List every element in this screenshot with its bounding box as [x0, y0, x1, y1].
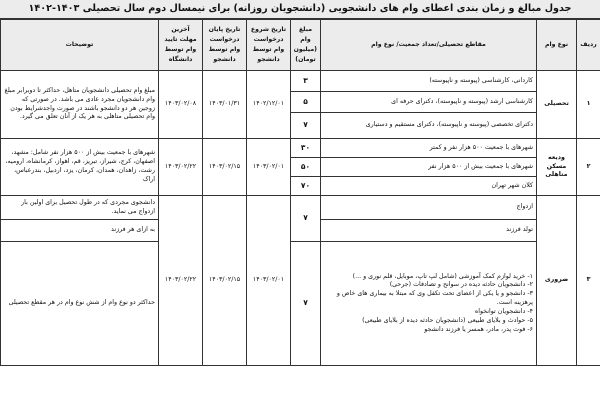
end-date: ۱۴۰۳/۰۲/۱۵ [203, 196, 247, 366]
amount-cell: ۵ [291, 92, 321, 113]
header-end-date: تاریخ پایان درخواست وام توسط دانشجو [203, 20, 247, 71]
table-row [1, 196, 600, 220]
row-number: ۱ [577, 71, 600, 139]
list-item: ۲- دانشجویان حادثه دیده در سوانح و تصادفات (جرحی) [389, 281, 533, 289]
table-header-row [1, 20, 600, 71]
loan-table [0, 19, 600, 366]
start-date: ۱۴۰۳/۰۲/۰۱ [247, 139, 291, 196]
start-date: ۱۴۰۳/۰۲/۰۱ [247, 196, 291, 366]
grade-cell: شهرهای با جمعیت بیش از ۵۰۰ هزار نفر [321, 158, 537, 177]
essential-loan-list [321, 242, 537, 366]
notes-cell: مبلغ وام تحصیلی دانشجویان متاهل، حداکثر تا دوبرابر مبلغ وام دانشجویان مجرد عادی می باشد. در صورتی که زوجین هر دو دانشجو باشند در صورت واجدشرایط بودن وام تحصیلی متاهلی به هر یک از آنان تعلق می گیرد. [1, 71, 159, 139]
list-item: ۶- فوت پدر، مادر، همسر یا فرزند دانشجو [424, 325, 533, 333]
end-date: ۱۴۰۳/۰۱/۳۱ [203, 71, 247, 139]
header-start-date: تاریخ شروع درخواست وام توسط دانشجو [247, 20, 291, 71]
grade-cell: دکترای تخصصی (پیوسته و ناپیوسته)، دکترای مستقیم و دستیاری [321, 113, 537, 139]
deadline-date: ۱۴۰۳/۰۲/۰۸ [159, 71, 203, 139]
loan-type: تحصیلی [537, 71, 577, 139]
notes-cell: حداکثر دو نوع وام از شش نوع وام در هر مقطع تحصیلی [1, 242, 159, 366]
notes-cell: به ازای هر فرزند [1, 220, 159, 242]
loan-type: ودیعه مسکن متاهلی [537, 139, 577, 196]
list-item: ۳- دانشجو و یا یکی از اعضای تحت تکفل وی که مبتلا به بیماری های خاص و پرهزینه است. [336, 290, 533, 307]
amount-cell: ۷ [291, 242, 321, 366]
loan-type: ضروری [537, 196, 577, 366]
document-title: جدول مبالغ و زمان بندی اعطای وام های دانشجویی (دانشجویان روزانه) برای نیمسال دوم سال تحصیلی ۱۴۰۳-۱۴۰۲ [0, 0, 600, 19]
header-loan-type: نوع وام [537, 20, 577, 71]
amount-cell: ۷ [291, 196, 321, 242]
header-deadline: آخرین مهلت تایید وام توسط دانشگاه [159, 20, 203, 71]
row-number: ۲ [577, 139, 600, 196]
table-row [1, 71, 600, 92]
header-amount: مبلغ وام (میلیون تومان) [291, 20, 321, 71]
table-row [1, 139, 600, 158]
list-item: ۵- حوادث و بلایای طبیعی (دانشجویان حادثه دیده از بلایای طبیعی) [362, 316, 533, 324]
deadline-date: ۱۴۰۳/۰۲/۲۲ [159, 139, 203, 196]
end-date: ۱۴۰۳/۰۲/۱۵ [203, 139, 247, 196]
grade-cell: شهرهای با جمعیت ۵۰۰ هزار نفر و کمتر [321, 139, 537, 158]
amount-cell: ۵۰ [291, 158, 321, 177]
table-row [1, 242, 600, 366]
amount-cell: ۷۰ [291, 177, 321, 196]
list-item: ۱- خرید لوازم کمک آموزشی (شامل لپ تاپ، موبایل، قلم نوری و ...) [352, 272, 533, 280]
amount-cell: ۳۰ [291, 139, 321, 158]
notes-cell: شهرهای با جمعیت بیش از ۵۰۰ هزار نفر شامل: مشهد، اصفهان، کرج، شیراز، تبریز، قم، اهواز، کرمانشاه، ارومیه، رشت، زاهدان، همدان، کرمان، یزد، اردبیل، بندرعباس، اراک [1, 139, 159, 196]
header-grade: مقاطع تحصیلی/تعداد جمعیت/ نوع وام [321, 20, 537, 71]
grade-cell: کارشناسی ارشد (پیوسته و ناپیوسته)، دکترای حرفه ای [321, 92, 537, 113]
header-notes: توضیحات [1, 20, 159, 71]
row-number: ۳ [577, 196, 600, 366]
grade-cell: کلان شهر تهران [321, 177, 537, 196]
grade-cell: کاردانی، کارشناسی (پیوسته و ناپیوسته) [321, 71, 537, 92]
list-item: ۴- دانشجویان توانخواه [474, 307, 533, 315]
grade-cell: تولد فرزند [321, 220, 537, 242]
amount-cell: ۳ [291, 71, 321, 92]
amount-cell: ۷ [291, 113, 321, 139]
header-row-number: ردیف [577, 20, 600, 71]
notes-cell: دانشجوی مجردی که در طول تحصیل برای اولین بار ازدواج می نماید. [1, 196, 159, 220]
start-date: ۱۴۰۲/۱۲/۰۱ [247, 71, 291, 139]
grade-cell: ازدواج [321, 196, 537, 220]
deadline-date: ۱۴۰۳/۰۲/۲۲ [159, 196, 203, 366]
